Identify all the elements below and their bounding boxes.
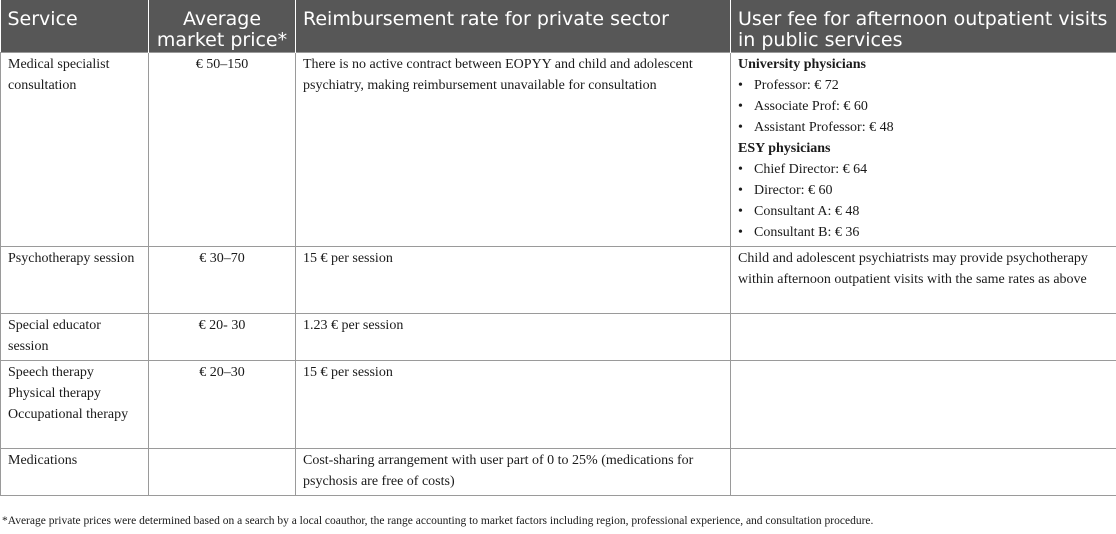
header-reimbursement-rate: Reimbursement rate for private sector [296,0,731,53]
service-line: Speech therapy [8,365,94,380]
price-cell: € 20–30 [149,361,296,449]
header-service: Service [1,0,149,53]
service-line: Physical therapy [8,386,101,401]
list-item [738,201,1109,222]
user-fee-cell [731,314,1116,361]
list-item [738,117,1109,138]
table-row [1,314,1116,361]
header-user-fee: User fee for afternoon outpatient visits in public services [731,0,1116,53]
bullet-icon: • [738,225,743,240]
bullet-icon: • [738,204,743,219]
list-item-text: Director: € 60 [754,183,833,198]
table-footnote: *Average private prices were determined based on a search by a local coauthor, the range accounting to market factors including region, professional experience, and consultation procedure. [2,515,874,527]
bullet-icon: • [738,99,743,114]
list-item [738,96,1109,117]
bullet-icon: • [738,120,743,135]
reimbursement-cell: 15 € per session [296,361,731,449]
user-fee-cell [731,53,1116,247]
list-item-text: Assistant Professor: € 48 [754,120,894,135]
service-cell: Medical specialist consultation [1,53,149,247]
header-average-market-price: Average market price* [149,0,296,53]
group-title: University physicians [738,57,866,72]
reimbursement-cell: 15 € per session [296,247,731,314]
fee-list [738,159,1109,243]
list-item [738,222,1109,243]
reimbursement-cell: Cost-sharing arrangement with user part of 0 to 25% (medications for psychosis are free of costs) [296,449,731,496]
reimbursement-cell: There is no active contract between EOPYY and child and adolescent psychiatry, making reimbursement unavailable for consultation [296,53,731,247]
price-cell: € 30–70 [149,247,296,314]
user-fee-cell [731,449,1116,496]
list-item-text: Chief Director: € 64 [754,162,868,177]
service-cell [1,361,149,449]
group-title: ESY physicians [738,141,831,156]
table-row [1,449,1116,496]
bullet-icon: • [738,183,743,198]
fee-list [738,75,1109,138]
header-row [1,0,1116,53]
price-cell: € 20- 30 [149,314,296,361]
list-item [738,75,1109,96]
price-cell: € 50–150 [149,53,296,247]
service-cell: Psychotherapy session [1,247,149,314]
table-row [1,53,1116,247]
list-item [738,180,1109,201]
user-fee-cell [731,361,1116,449]
reimbursement-cell: 1.23 € per session [296,314,731,361]
bullet-icon: • [738,162,743,177]
table-row [1,247,1116,314]
service-cell: Special educator session [1,314,149,361]
list-item-text: Associate Prof: € 60 [754,99,868,114]
service-cell: Medications [1,449,149,496]
list-item-text: Professor: € 72 [754,78,839,93]
table-row [1,361,1116,449]
price-cell [149,449,296,496]
user-fee-cell: Child and adolescent psychiatrists may provide psychotherapy within afternoon outpatient visits with the same rates as above [731,247,1116,314]
list-item-text: Consultant A: € 48 [754,204,860,219]
list-item-text: Consultant B: € 36 [754,225,860,240]
bullet-icon: • [738,78,743,93]
list-item [738,159,1109,180]
service-line: Occupational therapy [8,407,129,422]
